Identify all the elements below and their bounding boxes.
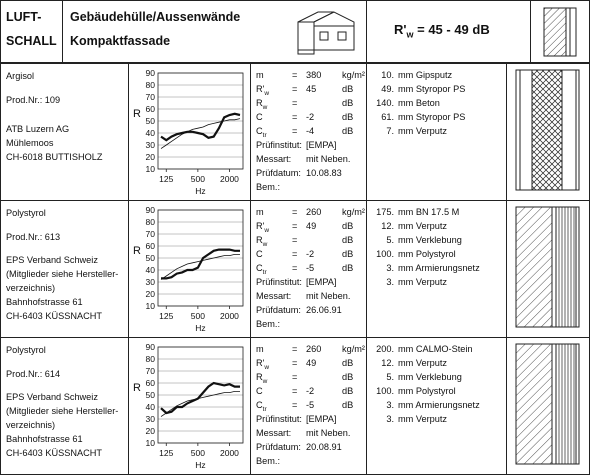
layer-thickness: 3. xyxy=(386,277,394,287)
y-tick-label: 40 xyxy=(145,402,155,412)
bem-label: Bem.: xyxy=(256,456,280,466)
product-number: Prod.Nr.: 613 xyxy=(6,232,61,242)
layer-thickness: 5. xyxy=(386,372,394,382)
company-line: verzeichnis) xyxy=(6,420,56,430)
param-value: 380 xyxy=(306,70,322,80)
y-tick-label: 90 xyxy=(145,342,155,352)
param-symbol: C xyxy=(256,263,263,273)
company-line: verzeichnis) xyxy=(6,283,56,293)
wall-section-drawing xyxy=(510,342,586,468)
x-tick-label: 500 xyxy=(190,448,205,458)
layer-thickness: 10. xyxy=(381,70,394,80)
y-tick-label: 30 xyxy=(145,140,155,150)
product-name: Polystyrol xyxy=(6,208,46,218)
param-value: 260 xyxy=(306,207,322,217)
building-icon xyxy=(294,4,360,58)
param-equals: = xyxy=(292,221,298,231)
layer-thickness: 7. xyxy=(386,126,394,136)
param-unit: dB xyxy=(342,400,354,410)
layer-insulation xyxy=(520,70,532,190)
wall-section-icon xyxy=(540,6,582,58)
y-tick-label: 20 xyxy=(145,152,155,162)
layer-material: mm Verputz xyxy=(398,358,448,368)
pruefinstitut-value: [EMPA] xyxy=(306,140,337,150)
param-unit: dB xyxy=(342,358,354,368)
pruefdatum-label: Prüfdatum: xyxy=(256,442,301,452)
layer-material: mm Polystyrol xyxy=(398,386,456,396)
y-tick-label: 50 xyxy=(145,253,155,263)
company-line: (Mitglieder siehe Hersteller- xyxy=(6,269,119,279)
sound-reduction-chart xyxy=(130,65,250,199)
x-tick-label: 500 xyxy=(190,174,205,184)
bem-label: Bem.: xyxy=(256,182,280,192)
param-equals: = xyxy=(292,84,298,94)
layer-insulation xyxy=(556,344,576,464)
param-label xyxy=(256,206,264,218)
y-tick-label: 20 xyxy=(145,426,155,436)
layer-material: mm Verklebung xyxy=(398,235,462,245)
x-tick-label: 2000 xyxy=(220,174,239,184)
param-subscript: w xyxy=(262,240,268,248)
param-value: -2 xyxy=(306,386,315,396)
param-value: 260 xyxy=(306,344,322,354)
pruefinstitut-label: Prüfinstitut: xyxy=(256,277,302,287)
company-line: CH-6018 BUTTISHOLZ xyxy=(6,152,103,162)
layer-material: mm Armierungsnetz xyxy=(398,400,480,410)
bem-label: Bem.: xyxy=(256,319,280,329)
company-line: EPS Verband Schweiz xyxy=(6,255,98,265)
param-equals: = xyxy=(292,70,298,80)
header-luft: LUFT- xyxy=(6,10,42,24)
layer-material: mm Polystyrol xyxy=(398,249,456,259)
wall-section-drawing xyxy=(510,205,586,331)
y-axis-label: R xyxy=(133,108,141,120)
param-subscript: w xyxy=(262,103,268,111)
layer-material: mm Armierungsnetz xyxy=(398,263,480,273)
layer-plaster xyxy=(552,207,556,327)
company-line: Bahnhofstrasse 61 xyxy=(6,434,83,444)
layer-material: mm Verputz xyxy=(398,414,448,424)
layer-material: mm Styropor PS xyxy=(398,112,466,122)
param-value: -5 xyxy=(306,400,315,410)
param-unit: dB xyxy=(342,235,354,245)
layer-material: mm Verputz xyxy=(398,277,448,287)
param-unit: dB xyxy=(342,84,354,94)
y-tick-label: 40 xyxy=(145,128,155,138)
y-tick-label: 60 xyxy=(145,241,155,251)
param-equals: = xyxy=(292,386,298,396)
y-tick-label: 80 xyxy=(145,217,155,227)
param-symbol: R' xyxy=(256,84,265,94)
layer-material: mm CALMO-Stein xyxy=(398,344,473,354)
layer-insulation-outer xyxy=(562,70,576,190)
pruefdatum-value: 10.08.83 xyxy=(306,168,342,178)
layer-thickness: 3. xyxy=(386,263,394,273)
layer-thickness: 100. xyxy=(376,386,394,396)
layer-insulation xyxy=(556,207,576,327)
pruefdatum-value: 26.06.91 xyxy=(306,305,342,315)
measured-curve xyxy=(161,250,240,279)
y-tick-label: 70 xyxy=(145,229,155,239)
y-tick-label: 60 xyxy=(145,378,155,388)
company-line: ATB Luzern AG xyxy=(6,124,70,134)
param-subscript: tr xyxy=(262,405,267,413)
y-tick-label: 80 xyxy=(145,80,155,90)
layer-thickness: 5. xyxy=(386,235,394,245)
messart-label: Messart: xyxy=(256,154,292,164)
param-equals: = xyxy=(292,126,298,136)
header-schall: SCHALL xyxy=(6,34,57,48)
param-symbol: C xyxy=(256,400,263,410)
param-symbol: R xyxy=(256,372,263,382)
product-number: Prod.Nr.: 109 xyxy=(6,95,61,105)
param-symbol: C xyxy=(256,249,263,259)
param-equals: = xyxy=(292,112,298,122)
param-equals: = xyxy=(292,98,298,108)
product-name: Polystyrol xyxy=(6,345,46,355)
pruefinstitut-value: [EMPA] xyxy=(306,277,337,287)
param-label xyxy=(256,69,264,81)
y-tick-label: 80 xyxy=(145,354,155,364)
messart-label: Messart: xyxy=(256,428,292,438)
param-unit: dB xyxy=(342,263,354,273)
x-tick-label: 2000 xyxy=(220,448,239,458)
layer-render xyxy=(576,70,579,190)
y-tick-label: 70 xyxy=(145,366,155,376)
x-tick-label: 125 xyxy=(159,174,174,184)
pruefinstitut-value: [EMPA] xyxy=(306,414,337,424)
layer-thickness: 3. xyxy=(386,400,394,410)
x-tick-label: 500 xyxy=(190,311,205,321)
header-subtitle: Kompaktfassade xyxy=(70,34,171,48)
pruefdatum-label: Prüfdatum: xyxy=(256,305,301,315)
layer-material: mm Verklebung xyxy=(398,372,462,382)
messart-value: mit Neben. xyxy=(306,291,351,301)
param-value: -4 xyxy=(306,126,315,136)
layer-plaster xyxy=(552,344,556,464)
layer-render xyxy=(576,207,579,327)
param-equals: = xyxy=(292,358,298,368)
param-equals: = xyxy=(292,235,298,245)
layer-masonry xyxy=(516,344,552,464)
layer-thickness: 12. xyxy=(381,221,394,231)
layer-material: mm BN 17.5 M xyxy=(398,207,460,217)
layer-material: mm Verputz xyxy=(398,126,448,136)
param-equals: = xyxy=(292,372,298,382)
y-tick-label: 60 xyxy=(145,104,155,114)
x-tick-label: 2000 xyxy=(220,311,239,321)
sound-reduction-chart xyxy=(130,202,250,336)
param-symbol: R xyxy=(256,98,263,108)
param-subscript: w xyxy=(262,377,268,385)
layer-thickness: 49. xyxy=(381,84,394,94)
layer-render xyxy=(576,344,579,464)
param-symbol: m xyxy=(256,344,264,354)
x-axis-label: Hz xyxy=(195,323,206,333)
param-symbol: C xyxy=(256,386,263,396)
y-tick-label: 10 xyxy=(145,164,155,174)
pruefinstitut-label: Prüfinstitut: xyxy=(256,414,302,424)
layer-material: mm Gipsputz xyxy=(398,70,453,80)
company-line: CH-6403 KÜSSNACHT xyxy=(6,311,102,321)
param-equals: = xyxy=(292,249,298,259)
param-symbol: R xyxy=(256,235,263,245)
y-tick-label: 50 xyxy=(145,390,155,400)
param-equals: = xyxy=(292,207,298,217)
param-subscript: w xyxy=(264,89,270,97)
measured-curve xyxy=(161,114,240,140)
layer-material: mm Styropor PS xyxy=(398,84,466,94)
company-line: CH-6403 KÜSSNACHT xyxy=(6,448,102,458)
y-tick-label: 90 xyxy=(145,68,155,78)
param-unit: kg/m² xyxy=(342,344,365,354)
param-unit: dB xyxy=(342,386,354,396)
x-tick-label: 125 xyxy=(159,448,174,458)
y-tick-label: 30 xyxy=(145,277,155,287)
layer-material: mm Beton xyxy=(398,98,440,108)
param-unit: dB xyxy=(342,112,354,122)
y-tick-label: 10 xyxy=(145,438,155,448)
param-symbol: C xyxy=(256,112,263,122)
company-line: (Mitglieder siehe Hersteller- xyxy=(6,406,119,416)
param-unit: dB xyxy=(342,98,354,108)
company-line: EPS Verband Schweiz xyxy=(6,392,98,402)
layer-thickness: 140. xyxy=(376,98,394,108)
param-label xyxy=(256,111,263,123)
product-number: Prod.Nr.: 614 xyxy=(6,369,61,379)
y-tick-label: 10 xyxy=(145,301,155,311)
param-value: 49 xyxy=(306,221,317,231)
x-axis-label: Hz xyxy=(195,186,206,196)
param-value: -5 xyxy=(306,263,315,273)
param-subscript: w xyxy=(264,226,270,234)
param-value: -2 xyxy=(306,249,315,259)
param-symbol: m xyxy=(256,207,264,217)
param-equals: = xyxy=(292,263,298,273)
param-value: 49 xyxy=(306,358,317,368)
messart-value: mit Neben. xyxy=(306,428,351,438)
header-rw-label: $R'_w = 45 - 49$ dB xyxy=(394,22,490,40)
layer-concrete xyxy=(532,70,562,190)
param-label xyxy=(256,385,263,397)
layer-thickness: 175. xyxy=(376,207,394,217)
param-equals: = xyxy=(292,400,298,410)
x-axis-label: Hz xyxy=(195,460,206,470)
param-unit: dB xyxy=(342,126,354,136)
pruefdatum-value: 20.08.91 xyxy=(306,442,342,452)
layer-thickness: 100. xyxy=(376,249,394,259)
param-value: -2 xyxy=(306,112,315,122)
param-unit: dB xyxy=(342,372,354,382)
header-title: Gebäudehülle/Aussenwände xyxy=(70,10,241,24)
param-subscript: tr xyxy=(262,268,267,276)
param-symbol: R' xyxy=(256,221,265,231)
wall-section-drawing xyxy=(510,68,586,194)
param-unit: dB xyxy=(342,249,354,259)
param-subscript: tr xyxy=(262,131,267,139)
param-unit: kg/m² xyxy=(342,207,365,217)
layer-thickness: 200. xyxy=(376,344,394,354)
y-axis-label: R xyxy=(133,245,141,257)
y-axis-label: R xyxy=(133,382,141,394)
company-line: Bahnhofstrasse 61 xyxy=(6,297,83,307)
param-symbol: R' xyxy=(256,358,265,368)
x-tick-label: 125 xyxy=(159,311,174,321)
layer-thickness: 12. xyxy=(381,358,394,368)
y-tick-label: 50 xyxy=(145,116,155,126)
layer-thickness: 3. xyxy=(386,414,394,424)
pruefinstitut-label: Prüfinstitut: xyxy=(256,140,302,150)
param-symbol: m xyxy=(256,70,264,80)
layer-thickness: 61. xyxy=(381,112,394,122)
param-value: 45 xyxy=(306,84,317,94)
param-label xyxy=(256,248,263,260)
y-tick-label: 40 xyxy=(145,265,155,275)
y-tick-label: 90 xyxy=(145,205,155,215)
layer-material: mm Verputz xyxy=(398,221,448,231)
y-tick-label: 30 xyxy=(145,414,155,424)
messart-value: mit Neben. xyxy=(306,154,351,164)
param-subscript: w xyxy=(264,363,270,371)
y-tick-label: 20 xyxy=(145,289,155,299)
sound-reduction-chart xyxy=(130,339,250,473)
param-unit: dB xyxy=(342,221,354,231)
messart-label: Messart: xyxy=(256,291,292,301)
param-label xyxy=(256,343,264,355)
param-unit: kg/m² xyxy=(342,70,365,80)
param-equals: = xyxy=(292,344,298,354)
y-tick-label: 70 xyxy=(145,92,155,102)
product-name: Argisol xyxy=(6,71,35,81)
layer-masonry xyxy=(516,207,552,327)
layer-plaster xyxy=(516,70,520,190)
pruefdatum-label: Prüfdatum: xyxy=(256,168,301,178)
company-line: Mühlemoos xyxy=(6,138,54,148)
param-symbol: C xyxy=(256,126,263,136)
